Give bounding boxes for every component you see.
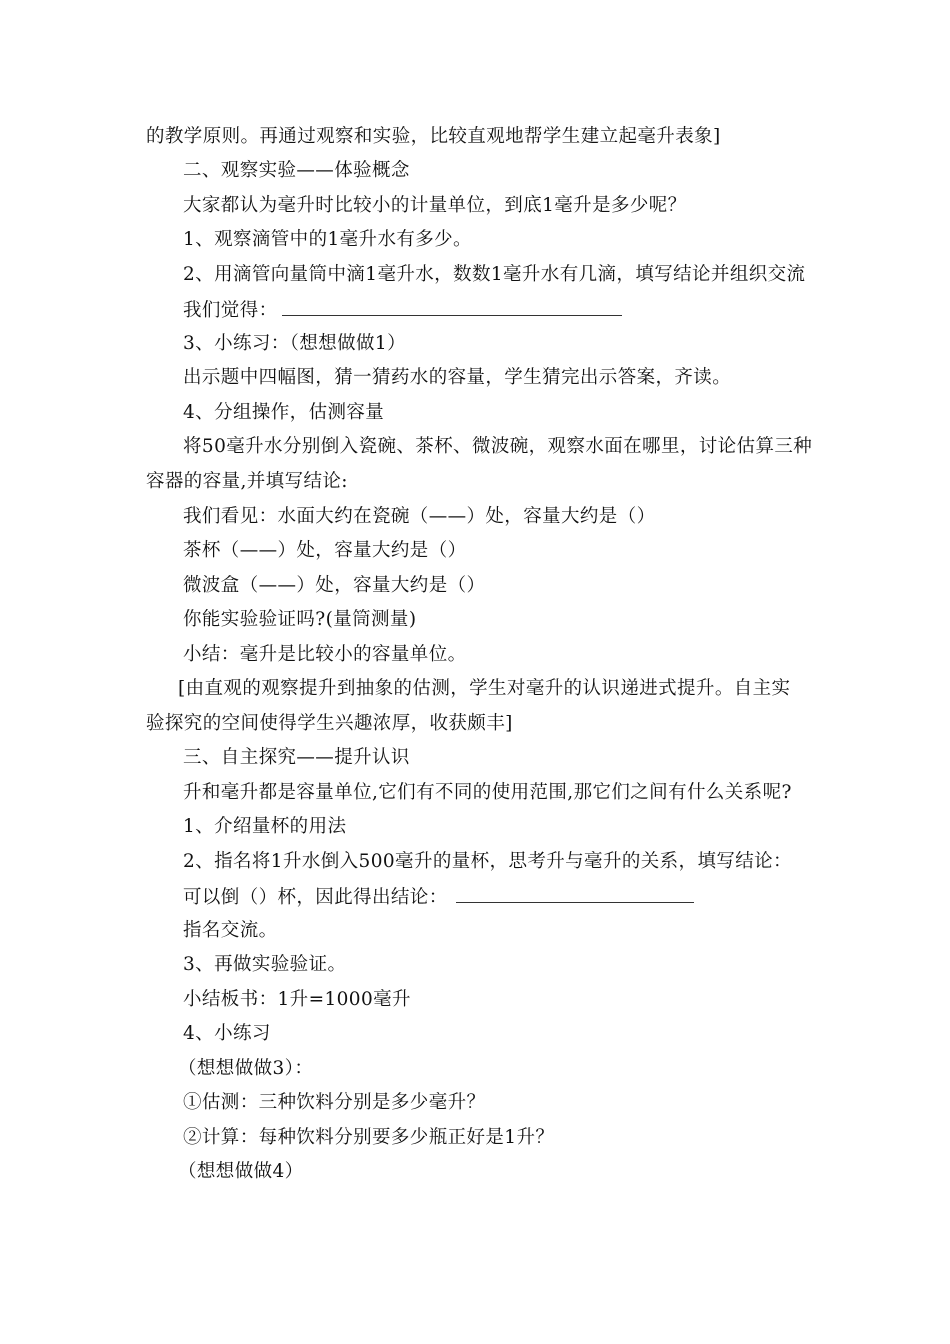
fill-in-label: 我们觉得： — [183, 300, 278, 321]
list-item: 1、介绍量杯的用法 — [183, 816, 347, 837]
text-line: 出示题中四幅图，猜一猜药水的容量，学生猜完出示答案，齐读。 — [183, 367, 732, 388]
text-line: 容器的容量,并填写结论: — [146, 471, 348, 492]
list-item: ①估测：三种饮料分别是多少毫升？ — [183, 1092, 486, 1113]
section-heading: 三、自主探究——提升认识 — [183, 747, 410, 768]
text-line: 茶杯（——）处，容量大约是（） — [183, 540, 467, 561]
text-line: 指名交流。 — [183, 920, 278, 941]
text-line: 将50毫升水分别倒入瓷碗、茶杯、微波碗，观察水面在哪里，讨论估算三种 — [183, 436, 813, 457]
list-item: 4、小练习 — [183, 1023, 271, 1044]
text-line: （想想做做4） — [178, 1161, 304, 1182]
answer-blank[interactable] — [456, 884, 694, 903]
text-line: 小结板书：1升=1000毫升 — [183, 989, 411, 1010]
list-item: 2、用滴管向量筒中滴1毫升水，数数1毫升水有几滴，填写结论并组织交流 — [183, 264, 806, 285]
text-line: 微波盒（——）处，容量大约是（） — [183, 575, 486, 596]
text-line: 升和毫升都是容量单位,它们有不同的使用范围,那它们之间有什么关系呢? — [183, 782, 792, 803]
fill-in-line — [183, 884, 694, 910]
answer-blank[interactable] — [282, 297, 622, 316]
list-item: ②计算：每种饮料分别要多少瓶正好是1升？ — [183, 1127, 555, 1148]
text-line: （想想做做3）： — [178, 1058, 314, 1079]
list-item: 2、指名将1升水倒入500毫升的量杯，思考升与毫升的关系，填写结论： — [183, 851, 792, 872]
fill-in-line — [183, 297, 622, 323]
list-item: 3、再做实验验证。 — [183, 954, 347, 975]
text-line: 你能实验验证吗?(量筒测量) — [183, 609, 417, 630]
commentary-line: 验探究的空间使得学生兴趣浓厚，收获颇丰] — [146, 713, 513, 734]
text-line: 我们看见：水面大约在瓷碗（——）处，容量大约是（） — [183, 506, 656, 527]
text-line: 大家都认为毫升时比较小的计量单位，到底1毫升是多少呢？ — [183, 195, 687, 216]
list-item: 1、观察滴管中的1毫升水有多少。 — [183, 229, 472, 250]
section-heading: 二、观察实验——体验概念 — [183, 160, 410, 181]
list-item: 3、小练习：（想想做做1） — [183, 333, 406, 354]
commentary-line: [由直观的观察提升到抽象的估测，学生对毫升的认识递进式提升。自主实 — [178, 678, 791, 699]
fill-in-label: 可以倒（）杯，因此得出结论： — [183, 887, 448, 908]
text-line: 的教学原则。再通过观察和实验，比较直观地帮学生建立起毫升表象] — [146, 126, 721, 147]
list-item: 4、分组操作，估测容量 — [183, 402, 385, 423]
text-line: 小结：毫升是比较小的容量单位。 — [183, 644, 467, 665]
